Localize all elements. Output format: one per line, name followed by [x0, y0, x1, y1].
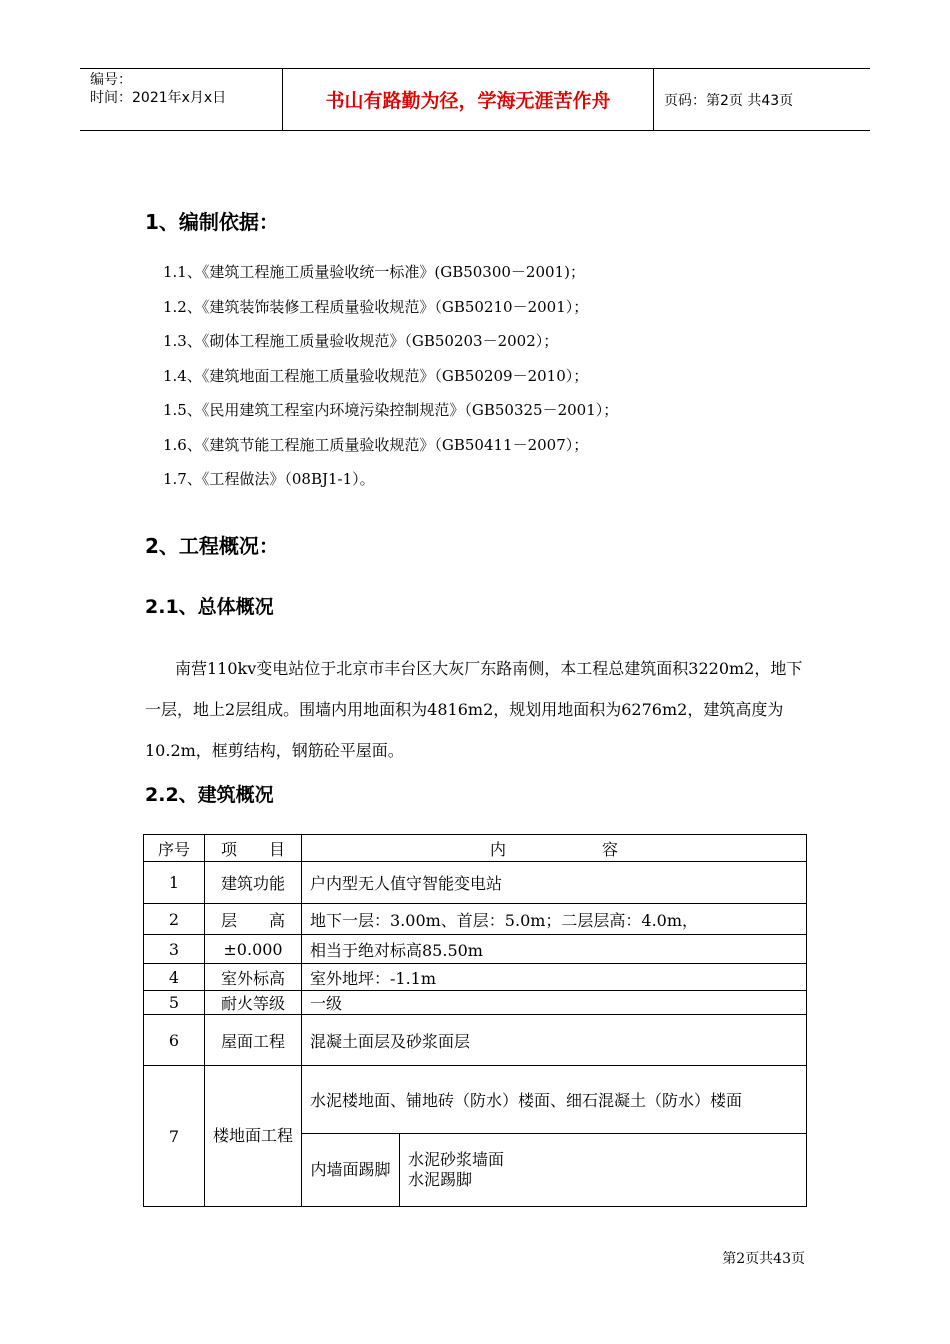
overview-paragraph: 南营110kv变电站位于北京市丰台区大灰厂东路南侧，本工程总建筑面积3220m2，地下一层，地上2层组成。围墙内用地面积为4816m2，规划用地面积为6276m2，建筑高度为10.2m，框剪结构，钢筋砼平屋面。: [145, 659, 803, 760]
reference-item: 1.5、《民用建筑工程室内环境污染控制规范》（GB50325－2001）；: [163, 401, 619, 419]
sub-item-content: [400, 1134, 807, 1207]
table-header-cell: 项 目: [205, 835, 302, 862]
reference-list: [163, 260, 618, 502]
section-1-title: 1、编制依据：: [145, 210, 279, 234]
table-header-cell: 内 容: [302, 835, 807, 862]
reference-item: 1.3、《砌体工程施工质量验收规范》（GB50203－2002）；: [163, 332, 559, 350]
row-item: 层 高: [205, 904, 302, 935]
section-2-1-title: 2.1、总体概况: [145, 596, 274, 618]
table-row: [144, 991, 807, 1015]
table-row: [144, 904, 807, 935]
sub-content-line: 水泥踢脚: [408, 1170, 473, 1189]
row-content: 户内型无人值守智能变电站: [302, 862, 807, 904]
row-number: 3: [144, 935, 205, 964]
document-number-label: 编号：: [90, 72, 132, 88]
row-content: 地下一层：3.00m、首层：5.0m；二层层高：4.0m，: [302, 904, 807, 935]
row-item: 屋面工程: [205, 1015, 302, 1066]
reference-item: 1.4、《建筑地面工程施工质量验收规范》（GB50209－2010）；: [163, 366, 589, 385]
row-content: 室外地坪：-1.1m: [302, 964, 807, 991]
row-content: 水泥楼地面、铺地砖（防水）楼面、细石混凝土（防水）楼面: [302, 1066, 807, 1134]
row-item: 室外标高: [205, 964, 302, 991]
row-number: 5: [144, 991, 205, 1015]
row-content: 一级: [302, 991, 807, 1015]
table-header-cell: 序号: [144, 835, 205, 862]
row-content: 混凝土面层及砂浆面层: [302, 1015, 807, 1066]
page-header: [80, 68, 870, 131]
row-item: 耐火等级: [205, 991, 302, 1015]
row-content: 相当于绝对标高85.50m: [302, 935, 807, 964]
header-motto: 书山有路勤为径，学海无涯苦作舟: [282, 69, 654, 130]
table-row: [144, 935, 807, 964]
row-number: 7: [144, 1066, 205, 1207]
table-row: [144, 862, 807, 904]
row-number: 4: [144, 964, 205, 991]
reference-item: 1.6、《建筑节能工程施工质量验收规范》（GB50411－2007）；: [163, 435, 589, 454]
reference-item: 1.7、《工程做法》（08BJ1-1）。: [163, 470, 375, 488]
header-page-info: 页码：第2页 共43页: [664, 92, 794, 109]
reference-item: 1.1、《建筑工程施工质量验收统一标准》(GB50300－2001)；: [163, 263, 585, 281]
row-item: 楼地面工程: [205, 1066, 302, 1207]
section-2-title: 2、工程概况：: [145, 534, 279, 558]
header-meta: [80, 69, 282, 130]
table-row: [144, 964, 807, 991]
document-time: 时间：2021年x月x日: [90, 90, 227, 106]
table-header-row: [144, 835, 807, 862]
row-number: 6: [144, 1015, 205, 1066]
sub-item-label: 内墙面踢脚: [302, 1134, 400, 1207]
page-footer: 第2页共43页: [722, 1251, 805, 1267]
row-item: ±0.000: [205, 935, 302, 964]
section-2-2-title: 2.2、建筑概况: [145, 784, 274, 806]
row-item: 建筑功能: [205, 862, 302, 904]
table-row: [144, 1066, 807, 1134]
table-row: [144, 1015, 807, 1066]
row-number: 1: [144, 862, 205, 904]
sub-content-line: 水泥砂浆墙面: [408, 1150, 505, 1169]
building-overview-table: [143, 834, 807, 1207]
row-number: 2: [144, 904, 205, 935]
reference-item: 1.2、《建筑装饰装修工程质量验收规范》（GB50210－2001）；: [163, 297, 589, 316]
